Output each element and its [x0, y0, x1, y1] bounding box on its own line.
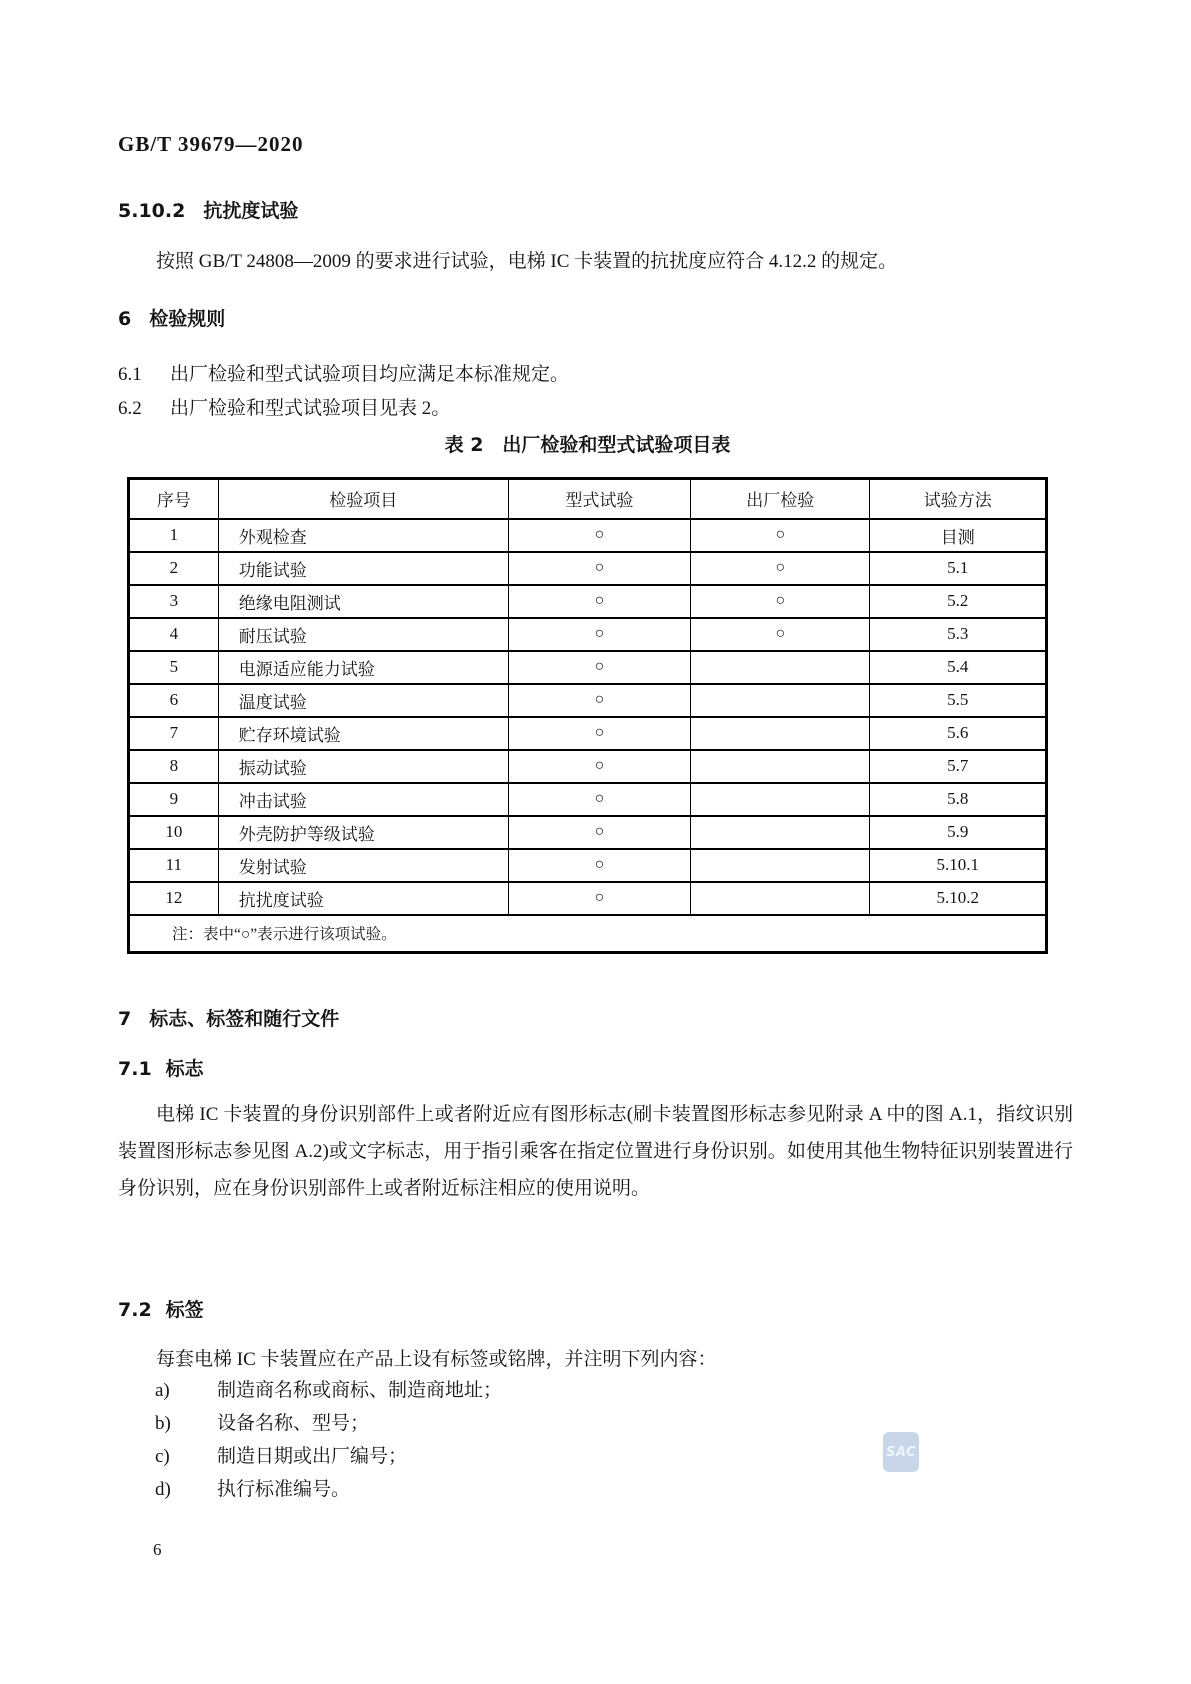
test-mark-cell: ○ [691, 552, 870, 585]
column-header: 出厂检验 [691, 479, 870, 519]
test-mark-cell: ○ [508, 618, 690, 651]
table-row [129, 717, 1047, 750]
heading-title: 标志 [165, 1058, 204, 1080]
test-mark-cell: ○ [508, 783, 690, 816]
table-cell: 5.8 [870, 783, 1047, 816]
table-caption: 表 2 出厂检验和型式试验项目表 [444, 434, 731, 456]
table-row [129, 684, 1047, 717]
test-mark-cell [691, 816, 870, 849]
clause-6-2 [118, 392, 1073, 425]
test-mark-cell [691, 717, 870, 750]
list-item-label: c) [155, 1446, 170, 1467]
heading-number: 7.2 [118, 1299, 152, 1321]
table-cell: 5.7 [870, 750, 1047, 783]
heading-title: 标签 [165, 1299, 204, 1321]
clause-number: 6.2 [118, 398, 142, 419]
list-item-text: 设备名称、型号； [217, 1413, 370, 1434]
test-items-table [127, 477, 1048, 954]
test-mark-cell: ○ [508, 750, 690, 783]
test-mark-cell [691, 882, 870, 915]
table-cell: 6 [129, 684, 219, 717]
table-cell: 5.2 [870, 585, 1047, 618]
clause-6-1 [118, 358, 1073, 391]
table-cell: 5.10.1 [870, 849, 1047, 882]
table-cell: 外观检查 [218, 519, 508, 552]
standard-code: GB/T 39679—2020 [118, 132, 304, 156]
page-number: 6 [153, 1540, 162, 1559]
column-header: 检验项目 [218, 479, 508, 519]
table-cell: 5.10.2 [870, 882, 1047, 915]
heading-title: 标志、标签和随行文件 [149, 1008, 340, 1030]
table-cell: 10 [129, 816, 219, 849]
column-header: 试验方法 [870, 479, 1047, 519]
table-row [129, 783, 1047, 816]
table-row [129, 651, 1047, 684]
table-cell: 功能试验 [218, 552, 508, 585]
table-row [129, 585, 1047, 618]
test-mark-cell: ○ [508, 816, 690, 849]
test-mark-cell: ○ [508, 651, 690, 684]
list-item [155, 1440, 502, 1473]
test-mark-cell: ○ [508, 552, 690, 585]
sac-watermark-logo: SAC [883, 1432, 919, 1472]
list-item-label: b) [155, 1413, 171, 1434]
table-cell: 3 [129, 585, 219, 618]
list-item [155, 1473, 502, 1506]
test-mark-cell: ○ [508, 684, 690, 717]
table-cell: 冲击试验 [218, 783, 508, 816]
table-row [129, 519, 1047, 552]
table-cell: 外壳防护等级试验 [218, 816, 508, 849]
table-cell: 2 [129, 552, 219, 585]
table-cell: 5.3 [870, 618, 1047, 651]
table-cell: 5.4 [870, 651, 1047, 684]
table-cell: 11 [129, 849, 219, 882]
heading-6 [118, 304, 225, 331]
table-cell: 4 [129, 618, 219, 651]
test-mark-cell [691, 651, 870, 684]
table-row [129, 552, 1047, 585]
test-mark-cell: ○ [508, 717, 690, 750]
test-mark-cell: ○ [508, 585, 690, 618]
table-cell: 目测 [870, 519, 1047, 552]
test-mark-cell: ○ [508, 849, 690, 882]
heading-number: 7.1 [118, 1058, 152, 1080]
test-mark-cell [691, 750, 870, 783]
table-note-row [129, 915, 1047, 953]
list-item [155, 1407, 502, 1440]
table-row [129, 882, 1047, 915]
paragraph-7-1: 电梯 IC 卡装置的身份识别部件上或者附近应有图形标志(刷卡装置图形标志参见附录 A 中的图 A.1，指纹识别装置图形标志参见图 A.2)或文字标志，用于指引乘客在指定位置进行身份识别。如使用其他生物特征识别装置进行身份识别，应在身份识别部件上或者附近标注相应的使用说明。 [118, 1104, 1073, 1199]
heading-number: 6 [118, 308, 132, 330]
table-cell: 5.9 [870, 816, 1047, 849]
test-mark-cell [691, 684, 870, 717]
list-item-text: 制造商名称或商标、制造商地址； [217, 1380, 503, 1401]
test-mark-cell [691, 783, 870, 816]
table-row [129, 750, 1047, 783]
clause-number: 6.1 [118, 364, 142, 385]
list-item-text: 制造日期或出厂编号； [217, 1446, 408, 1467]
heading-5-10-2 [118, 196, 298, 223]
clause-text: 出厂检验和型式试验项目均应满足本标准规定。 [170, 364, 570, 385]
column-header: 型式试验 [508, 479, 690, 519]
table-row [129, 618, 1047, 651]
table-cell: 抗扰度试验 [218, 882, 508, 915]
clause-text: 出厂检验和型式试验项目见表 2。 [170, 398, 451, 419]
table-row [129, 849, 1047, 882]
table-cell: 发射试验 [218, 849, 508, 882]
test-mark-cell: ○ [691, 585, 870, 618]
paragraph-7-2: 每套电梯 IC 卡装置应在产品上设有标签或铭牌，并注明下列内容： [156, 1349, 717, 1370]
heading-7-2 [118, 1295, 204, 1322]
table-note: 注：表中“○”表示进行该项试验。 [129, 915, 1047, 953]
list-item-text: 执行标准编号。 [217, 1479, 351, 1500]
table-cell: 9 [129, 783, 219, 816]
heading-title: 检验规则 [149, 308, 226, 330]
table-cell: 5.5 [870, 684, 1047, 717]
list-item-label: a) [155, 1380, 170, 1401]
test-mark-cell [691, 849, 870, 882]
table-cell: 电源适应能力试验 [218, 651, 508, 684]
table-cell: 温度试验 [218, 684, 508, 717]
test-mark-cell: ○ [691, 519, 870, 552]
table-cell: 1 [129, 519, 219, 552]
test-mark-cell: ○ [508, 519, 690, 552]
table-cell: 7 [129, 717, 219, 750]
table-header-row [129, 479, 1047, 519]
test-mark-cell: ○ [508, 882, 690, 915]
table-cell: 5.1 [870, 552, 1047, 585]
column-header: 序号 [129, 479, 219, 519]
table-cell: 贮存环境试验 [218, 717, 508, 750]
table-cell: 耐压试验 [218, 618, 508, 651]
list-item-label: d) [155, 1479, 171, 1500]
label-content-list [155, 1374, 502, 1506]
table-row [129, 816, 1047, 849]
test-mark-cell: ○ [691, 618, 870, 651]
heading-7-1 [118, 1054, 204, 1081]
heading-title: 抗扰度试验 [203, 200, 299, 222]
table-cell: 绝缘电阻测试 [218, 585, 508, 618]
table-cell: 5.6 [870, 717, 1047, 750]
heading-number: 5.10.2 [118, 200, 186, 222]
table-cell: 振动试验 [218, 750, 508, 783]
list-item [155, 1374, 502, 1407]
heading-7 [118, 1004, 339, 1031]
table-cell: 8 [129, 750, 219, 783]
paragraph-5-10-2: 按照 GB/T 24808—2009 的要求进行试验，电梯 IC 卡装置的抗扰度应符合 4.12.2 的规定。 [156, 251, 898, 272]
table-cell: 12 [129, 882, 219, 915]
heading-number: 7 [118, 1008, 132, 1030]
table-body [129, 519, 1047, 915]
table-cell: 5 [129, 651, 219, 684]
